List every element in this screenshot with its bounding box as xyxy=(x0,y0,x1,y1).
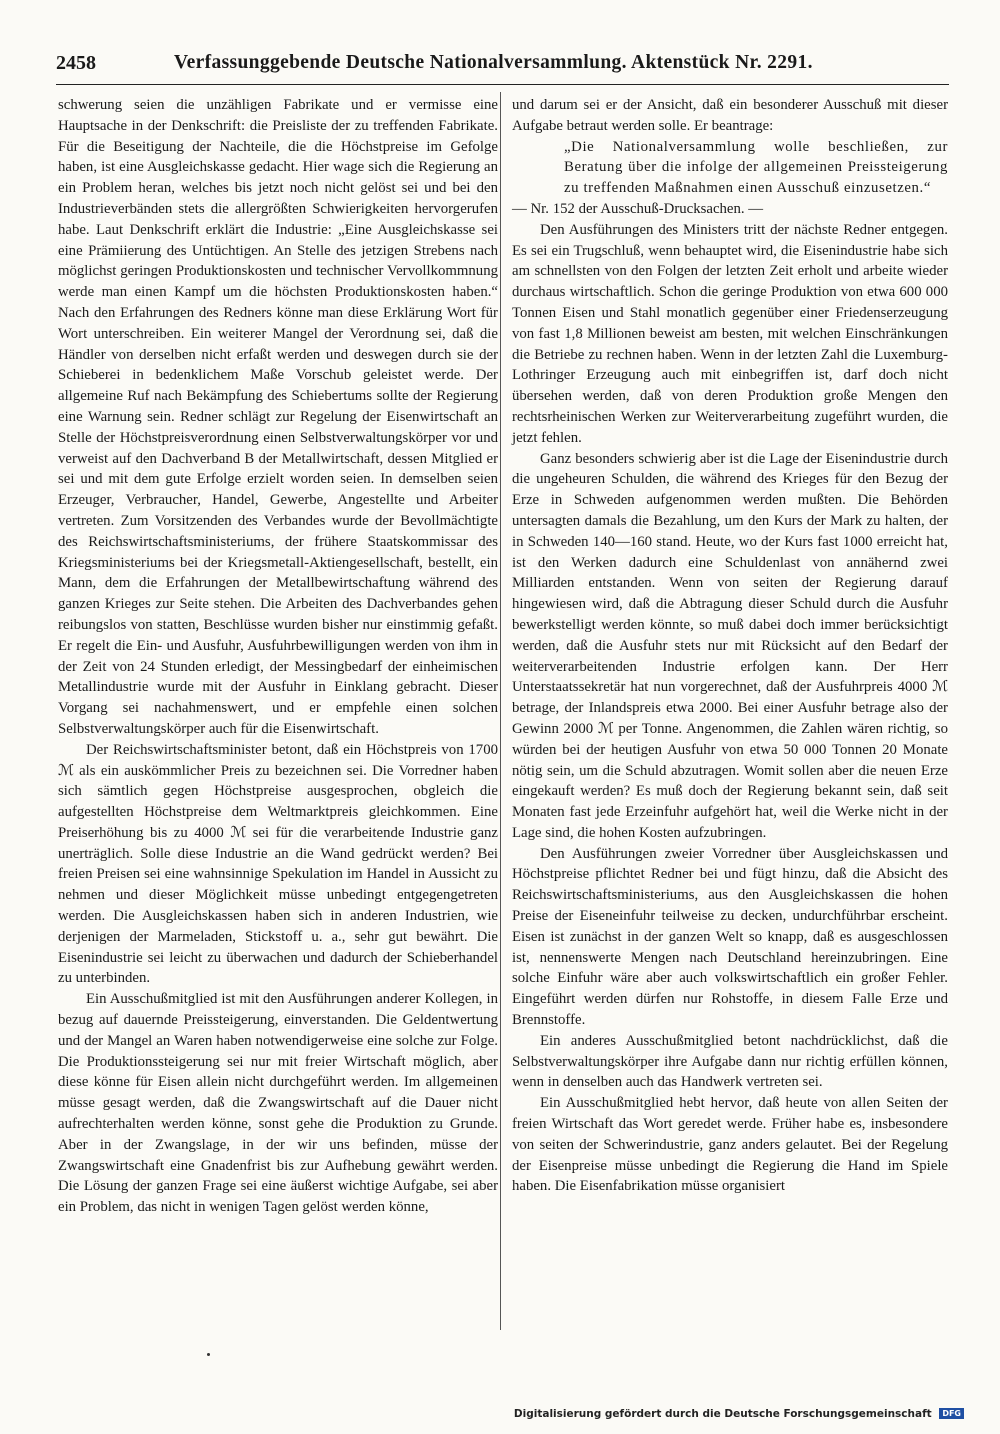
motion-reference: — Nr. 152 der Ausschuß-Drucksachen. — xyxy=(512,200,764,217)
left-column xyxy=(58,95,498,1218)
running-title: Verfassunggebende Deutsche Nationalversammlung. Aktenstück Nr. 2291. xyxy=(174,52,813,73)
header-rule xyxy=(56,84,949,85)
ink-dot xyxy=(207,1353,210,1356)
paragraph: schwerung seien die unzähligen Fabrikate und er vermisse eine Hauptsache in der Denkschrift: die Preisliste der zu treffenden Fabrikate. Für die Beseitigung der Nachteile, die die Höchstpreise im Gefolge haben, ist eine Ausgleichskasse gedacht. Hier wage sich die Regierung an ein Problem heran, welches bis jetzt noch nicht gelöst sei und bei den Industrieverbänden stets die allergrößten Schwierigkeiten hervorgerufen habe. Laut Denkschrift erklärt die Industrie: „Eine Ausgleichskasse sei eine Prämiierung des Untüchtigen. An Stelle des jetzigen Strebens nach möglichst geringen Produktionskosten und technischer Vervollkommnung werde man einen Kampf um die höchsten Produktionskosten haben.“ Nach den Erfahrungen des Redners könne man diese Erklärung Wort für Wort unterschreiben. Ein weiterer Mangel der Verordnung sei, daß die Händler von derselben nicht erfaßt werden und deswegen durch sie der Schieberei in bedenklichem Maße Vorschub geleistet werde. Der allgemeine Ruf nach Bekämpfung des Schiebertums sollte der Regierung eine Warnung sein. Redner schlägt zur Regelung der Eisenwirtschaft an Stelle der Höchstpreisverordnung einen Selbstverwaltungskörper vor und verweist auf den Dachverband B der Metallwirtschaft, dessen Mitglied er sei und mit dem gute Erfolge erzielt worden seien. In demselben seien Erzeuger, Verbraucher, Handel, Gewerbe, Angestellte und Arbeiter vertreten. Zum Vorsitzenden des Verbandes wurde der Bevollmächtigte des Reichswirtschaftsministeriums, der frühere Staatskommissar des Kriegsministeriums bei der Kriegsmetall-Aktiengesellschaft, bestellt, ein Mann, dem die Erfahrungen der Metallbewirtschaftung während des ganzen Krieges zur Seite stehen. Die Arbeiten des Dachverbandes gehen reibungslos von statten, Beschlüsse wurden bisher nur einstimmig gefaßt. Er regelt die Ein- und Ausfuhr, Ausfuhrbewilligungen werden von ihm in der Zeit von 24 Stunden erledigt, der Messingbedarf der einheimischen Metallindustrie wurde mit der Ausfuhr in Einklang gebracht. Dieser Vorgang sei nachahmenswert, und er empfehle einen solchen Selbstverwaltungskörper auch für die Eisenwirtschaft. xyxy=(58,97,498,737)
paragraph: Den Ausführungen des Ministers tritt der nächste Redner entgegen. Es sei ein Trugschluß, wenn behauptet wird, die Eisenindustrie habe sich am schnellsten von den Folgen der letzten Zeit erholt und arbeite wieder durchaus wirtschaftlich. Schon die geringe Produktion von etwa 600 000 Tonnen Eisen und Stahl monatlich gegenüber einer Friedenserzeugung von fast 1,8 Millionen beweist am besten, mit welchen Einschränkungen die Betriebe zu rechnen haben. Wenn in der letzten Zahl die Luxemburg-Lothringer Erzeugung auch mit einbegriffen ist, darf doch nicht übersehen werden, daß von deren Produktion große Mengen den rechtsrheinischen Werken zur Weiterverarbeitung zugeführt wurden, die jetzt fehlen. xyxy=(512,221,948,446)
motion-text: „Die Nationalversammlung wolle beschließen, zur Beratung über die infolge der allgemeinen Preissteigerung zu treffenden Maßnahmen einen Ausschuß einzusetzen.“ xyxy=(564,138,948,197)
paragraph: Ein Ausschußmitglied hebt hervor, daß heute von allen Seiten der freien Wirtschaft das Wort geredet werde. Früher habe es, insbesondere von seiten der Schwerindustrie, ganz anders gelautet. Bei der Regelung der Eisenpreise müsse unbedingt die Regierung die Hand im Spiele haben. Die Eisenfabrikation müsse organisiert xyxy=(512,1095,948,1195)
dfg-logo: DFG xyxy=(939,1408,964,1419)
paragraph: und darum sei er der Ansicht, daß ein besonderer Ausschuß mit dieser Aufgabe betraut werden solle. Er beantrage: xyxy=(512,97,948,134)
digitization-credit xyxy=(514,1408,964,1420)
paragraph: Ein anderes Ausschußmitglied betont nachdrücklichst, daß die Selbstverwaltungskörper ihre Aufgabe dann nur richtig erfüllen können, wenn in denselben auch das Handwerk vertreten sei. xyxy=(512,1032,948,1091)
paragraph: Der Reichswirtschaftsminister betont, daß ein Höchstpreis von 1700 ℳ als ein auskömmlicher Preis zu bezeichnen sei. Die Vorredner haben sich sämtlich gegen Höchstpreise ausgesprochen, obgleich die aufgestellten Höchstpreise dem Weltmarktpreis gleichkommen. Eine Preiserhöhung bis zu 4000 ℳ sei für die verarbeitende Industrie ganz unerträglich. Solle diese Industrie an die Wand gedrückt werden? Bei freien Preisen sei eine wahnsinnige Spekulation im Handel in Aussicht zu nehmen und dieser Möglichkeit müsse unbedingt entgegengetreten werden. Die Ausgleichskassen haben sich in anderen Industrien, wie derjenigen der Marmeladen, Stickstoff u. a., sehr gut bewährt. Die Eisenindustrie sei leicht zu überwachen und dadurch der Schieberhandel zu unterbinden. xyxy=(58,741,498,987)
column-divider xyxy=(500,92,501,1330)
paragraph: Ganz besonders schwierig aber ist die Lage der Eisenindustrie durch die ungeheuren Schulden, die während des Krieges für den Bezug der Erze in Schweden aufgenommen werden mußten. Die Behörden untersagten damals die Bezahlung, um den Kurs der Mark zu halten, der in Schweden 140—160 stand. Heute, wo der Kurs fast 1000 erreicht hat, ist den Werken dadurch eine Schuldenlast von annähernd zwei Milliarden entstanden. Wenn von seiten der Regierung darauf hingewiesen wird, daß die Abtragung dieser Schuld durch die Ausfuhr bewerkstelligt werden könnte, so muß dabei doch immer berücksichtigt werden, daß die Ausfuhr stets nur mit Rücksicht auf den Bedarf der weiterverarbeitenden Industrie erfolgen kann. Der Herr Unterstaatssekretär hat nun vorgerechnet, daß der Ausfuhrpreis 4000 ℳ betrage, der Inlandspreis etwa 2000. Bei einer Ausfuhr betrage also der Gewinn 2000 ℳ per Tonne. Angenommen, die Zahlen wären richtig, so würden bei der heutigen Ausfuhr von etwa 50 000 Tonnen 20 Monate nötig sein, um die Schuld abzutragen. Womit sollen aber die neuen Erze eingekauft werden? Es muß doch der Regierung bekannt sein, daß seit Monaten fast jede Erzeinfuhr aufgehört hat, weil die Werke nicht in der Lage sind, die hohen Kosten aufzubringen. xyxy=(512,450,948,841)
page-number: 2458 xyxy=(56,52,96,74)
right-column xyxy=(512,95,948,1197)
credit-text: Digitalisierung gefördert durch die Deutsche Forschungsgemeinschaft xyxy=(513,1408,932,1420)
page-header xyxy=(56,48,946,82)
paragraph: Ein Ausschußmitglied ist mit den Ausführungen anderer Kollegen, in bezug auf dauernde Preissteigerung, einverstanden. Die Geldentwertung und der Mangel an Waren haben notwendigerweise eine solche zur Folge. Die Produktionssteigerung sei nur mit freier Wirtschaft möglich, aber diese könne für Eisen allein nicht durchgeführt werden. Im allgemeinen müsse gesagt werden, daß die Zwangswirtschaft auf die Dauer nicht aufrechterhalten werden könne, sonst gehe die Produktion zu Grunde. Aber in der Zwangslage, in der wir uns befinden, müsse der Zwangswirtschaft eine Gnadenfrist bis zur Aufhebung gewährt werden. Die Lösung der ganzen Frage sei eine äußerst wichtige Aufgabe, sei aber ein Problem, das nicht in wenigen Tagen gelöst werden könne, xyxy=(58,991,498,1216)
paragraph: Den Ausführungen zweier Vorredner über Ausgleichskassen und Höchstpreise pflichtet Redner bei und fügt hinzu, daß die Absicht des Reichswirtschaftsministeriums, aus den Ausgleichskassen die hohen Preise der Eiseneinfuhr teilweise zu decken, undurchführbar erscheint. Eisen ist zunächst in der ganzen Welt so knapp, daß es ausgeschlossen ist, nennenswerte Mengen nach Deutschland hereinzubringen. Eine solche Einfuhr wäre aber auch volkswirtschaftlich ein großer Fehler. Eingeführt werden dürfen nur Rohstoffe, in diesem Falle Erze und Brennstoffe. xyxy=(512,845,948,1029)
